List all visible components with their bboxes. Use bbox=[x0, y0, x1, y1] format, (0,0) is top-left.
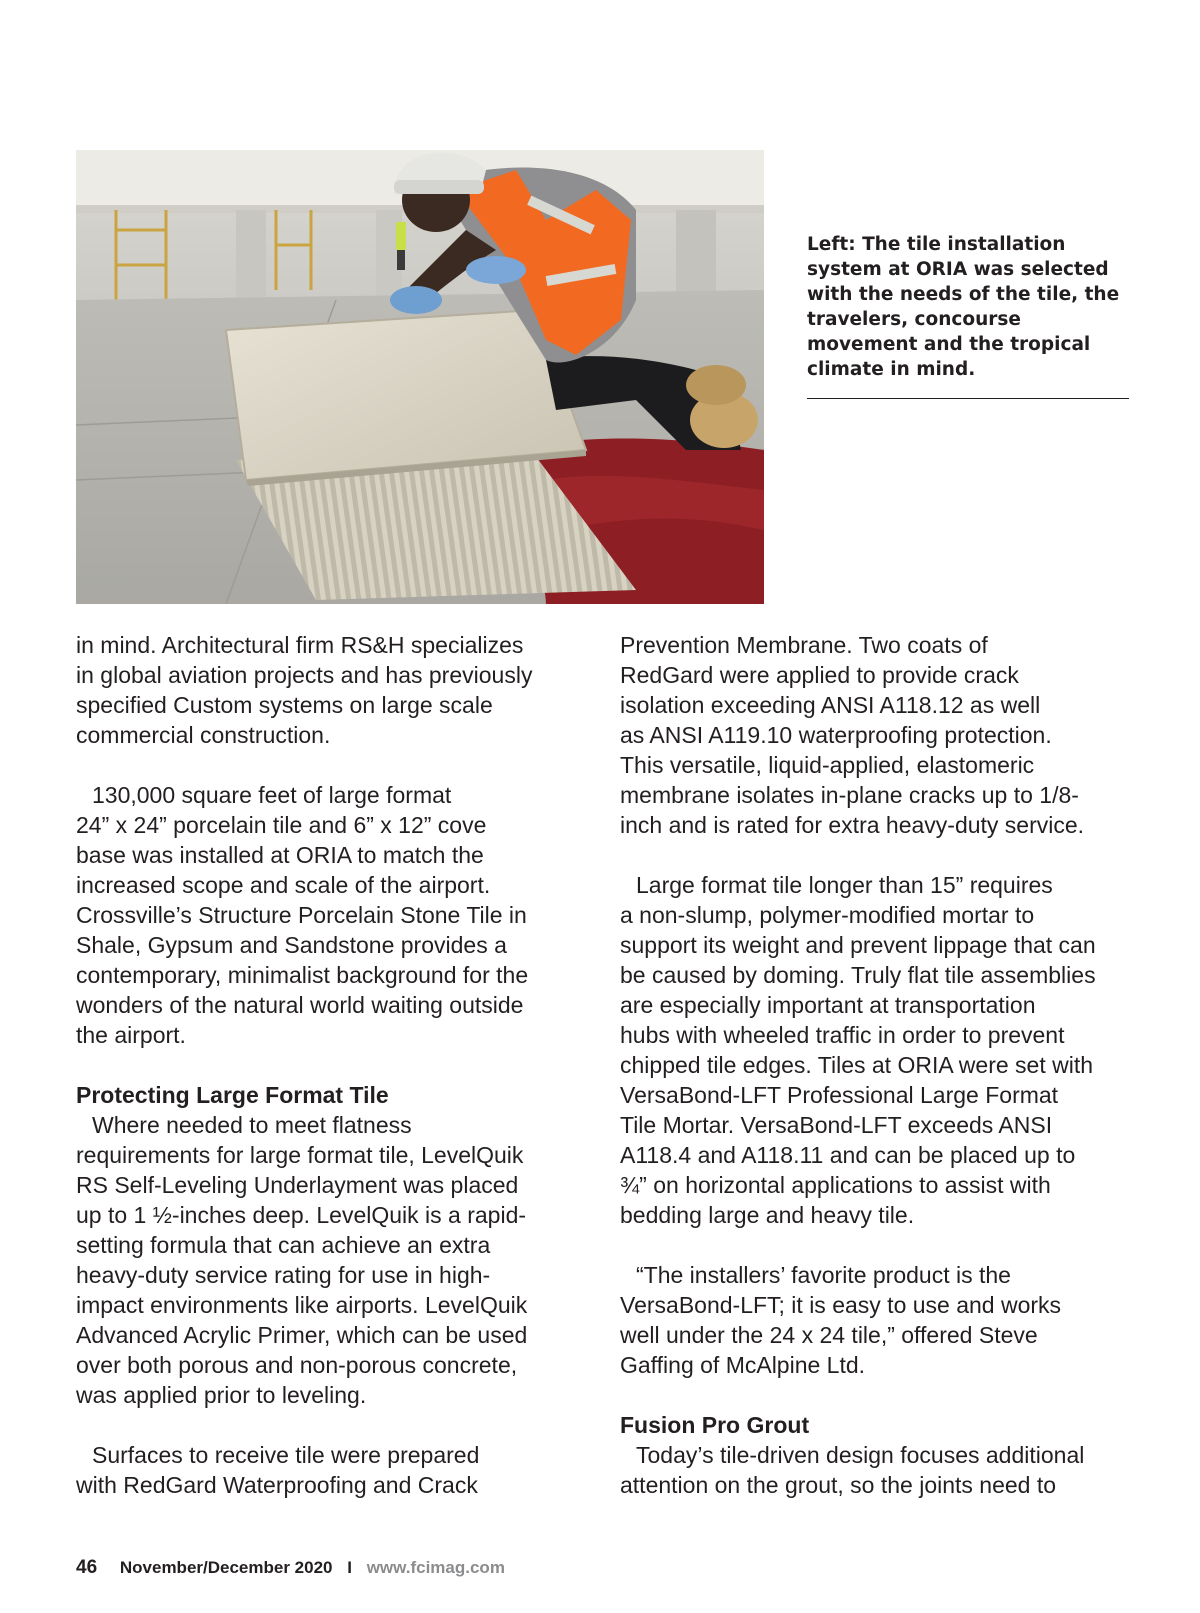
paragraph: Prevention Membrane. Two coats of RedGard were applied to provide crack isolation exceeding ANSI A118.12 as well as ANSI A119.10 waterproofing protection. This versatile, liquid-applied, elastomeric membrane isolates in-plane cracks up to 1/8- inch and is rated for extra heavy-duty service. bbox=[620, 632, 1085, 838]
paragraph: Large format tile longer than 15” requires a non-slump, polymer-modified mortar to support its weight and prevent lippage that can be caused by doming. Truly flat tile assemblies are especially important at transportation hubs with wheeled traffic in order to prevent chipped tile edges. Tiles at ORIA were set with VersaBond-LFT Professional Large Format Tile Mortar. VersaBond-LFT exceeds ANSI A118.4 and A118.11 and can be placed up to ¾” on horizontal applications to assist with bedding large and heavy tile. bbox=[620, 872, 1096, 1228]
section-heading: Fusion Pro Grout bbox=[620, 1412, 810, 1438]
paragraph-spacer bbox=[620, 840, 1140, 870]
paragraph: Where needed to meet flatness requirements for large format tile, LevelQuik RS Self-Leveling Underlayment was placed up to 1 ½-inches deep. LevelQuik is a rapid- setting formula that can achieve an extra heavy-duty service rating for use in high- impact environments like airports. LevelQuik Advanced Acrylic Primer, which can be used over both porous and non-porous concrete, was applied prior to leveling. bbox=[76, 1112, 528, 1408]
page-footer bbox=[76, 1556, 505, 1580]
website-link[interactable]: www.fcimag.com bbox=[366, 1558, 505, 1577]
article-photo bbox=[76, 150, 764, 604]
paragraph-spacer bbox=[76, 750, 596, 780]
photo-caption: Left: The tile installation system at ORIA was selected with the needs of the tile, the travelers, concourse movement and the tropical climate in mind. bbox=[807, 234, 1120, 380]
section-heading: Protecting Large Format Tile bbox=[76, 1082, 389, 1108]
paragraph-spacer bbox=[76, 1410, 596, 1440]
paragraph-spacer bbox=[76, 1050, 596, 1080]
paragraph: “The installers’ favorite product is the VersaBond-LFT; it is easy to use and works well under the 24 x 24 tile,” offered Steve Gaffing of McAlpine Ltd. bbox=[620, 1262, 1062, 1378]
article-column-left bbox=[76, 630, 596, 1500]
paragraph-spacer bbox=[620, 1380, 1140, 1410]
paragraph: Surfaces to receive tile were prepared with RedGard Waterproofing and Crack bbox=[76, 1442, 480, 1498]
caption-divider bbox=[807, 398, 1129, 399]
footer-separator: I bbox=[347, 1558, 352, 1577]
worker-laying-tile-illustration bbox=[76, 150, 764, 604]
page-number: 46 bbox=[76, 1557, 98, 1578]
paragraph: 130,000 square feet of large format 24” x 24” porcelain tile and 6” x 12” cove base was installed at ORIA to match the increased scope and scale of the airport. Crossville’s Structure Porcelain Stone Tile in Shale, Gypsum and Sandstone provides a contemporary, minimalist background for the wonders of the natural world waiting outside the airport. bbox=[76, 782, 529, 1048]
paragraph: in mind. Architectural firm RS&H specializes in global aviation projects and has previously specified Custom systems on large scale commercial construction. bbox=[76, 632, 533, 748]
article-column-right bbox=[620, 630, 1140, 1500]
paragraph: Today’s tile-driven design focuses additional attention on the grout, so the joints need to bbox=[620, 1442, 1085, 1498]
paragraph-spacer bbox=[620, 1230, 1140, 1260]
issue-date: November/December 2020 bbox=[119, 1558, 333, 1577]
